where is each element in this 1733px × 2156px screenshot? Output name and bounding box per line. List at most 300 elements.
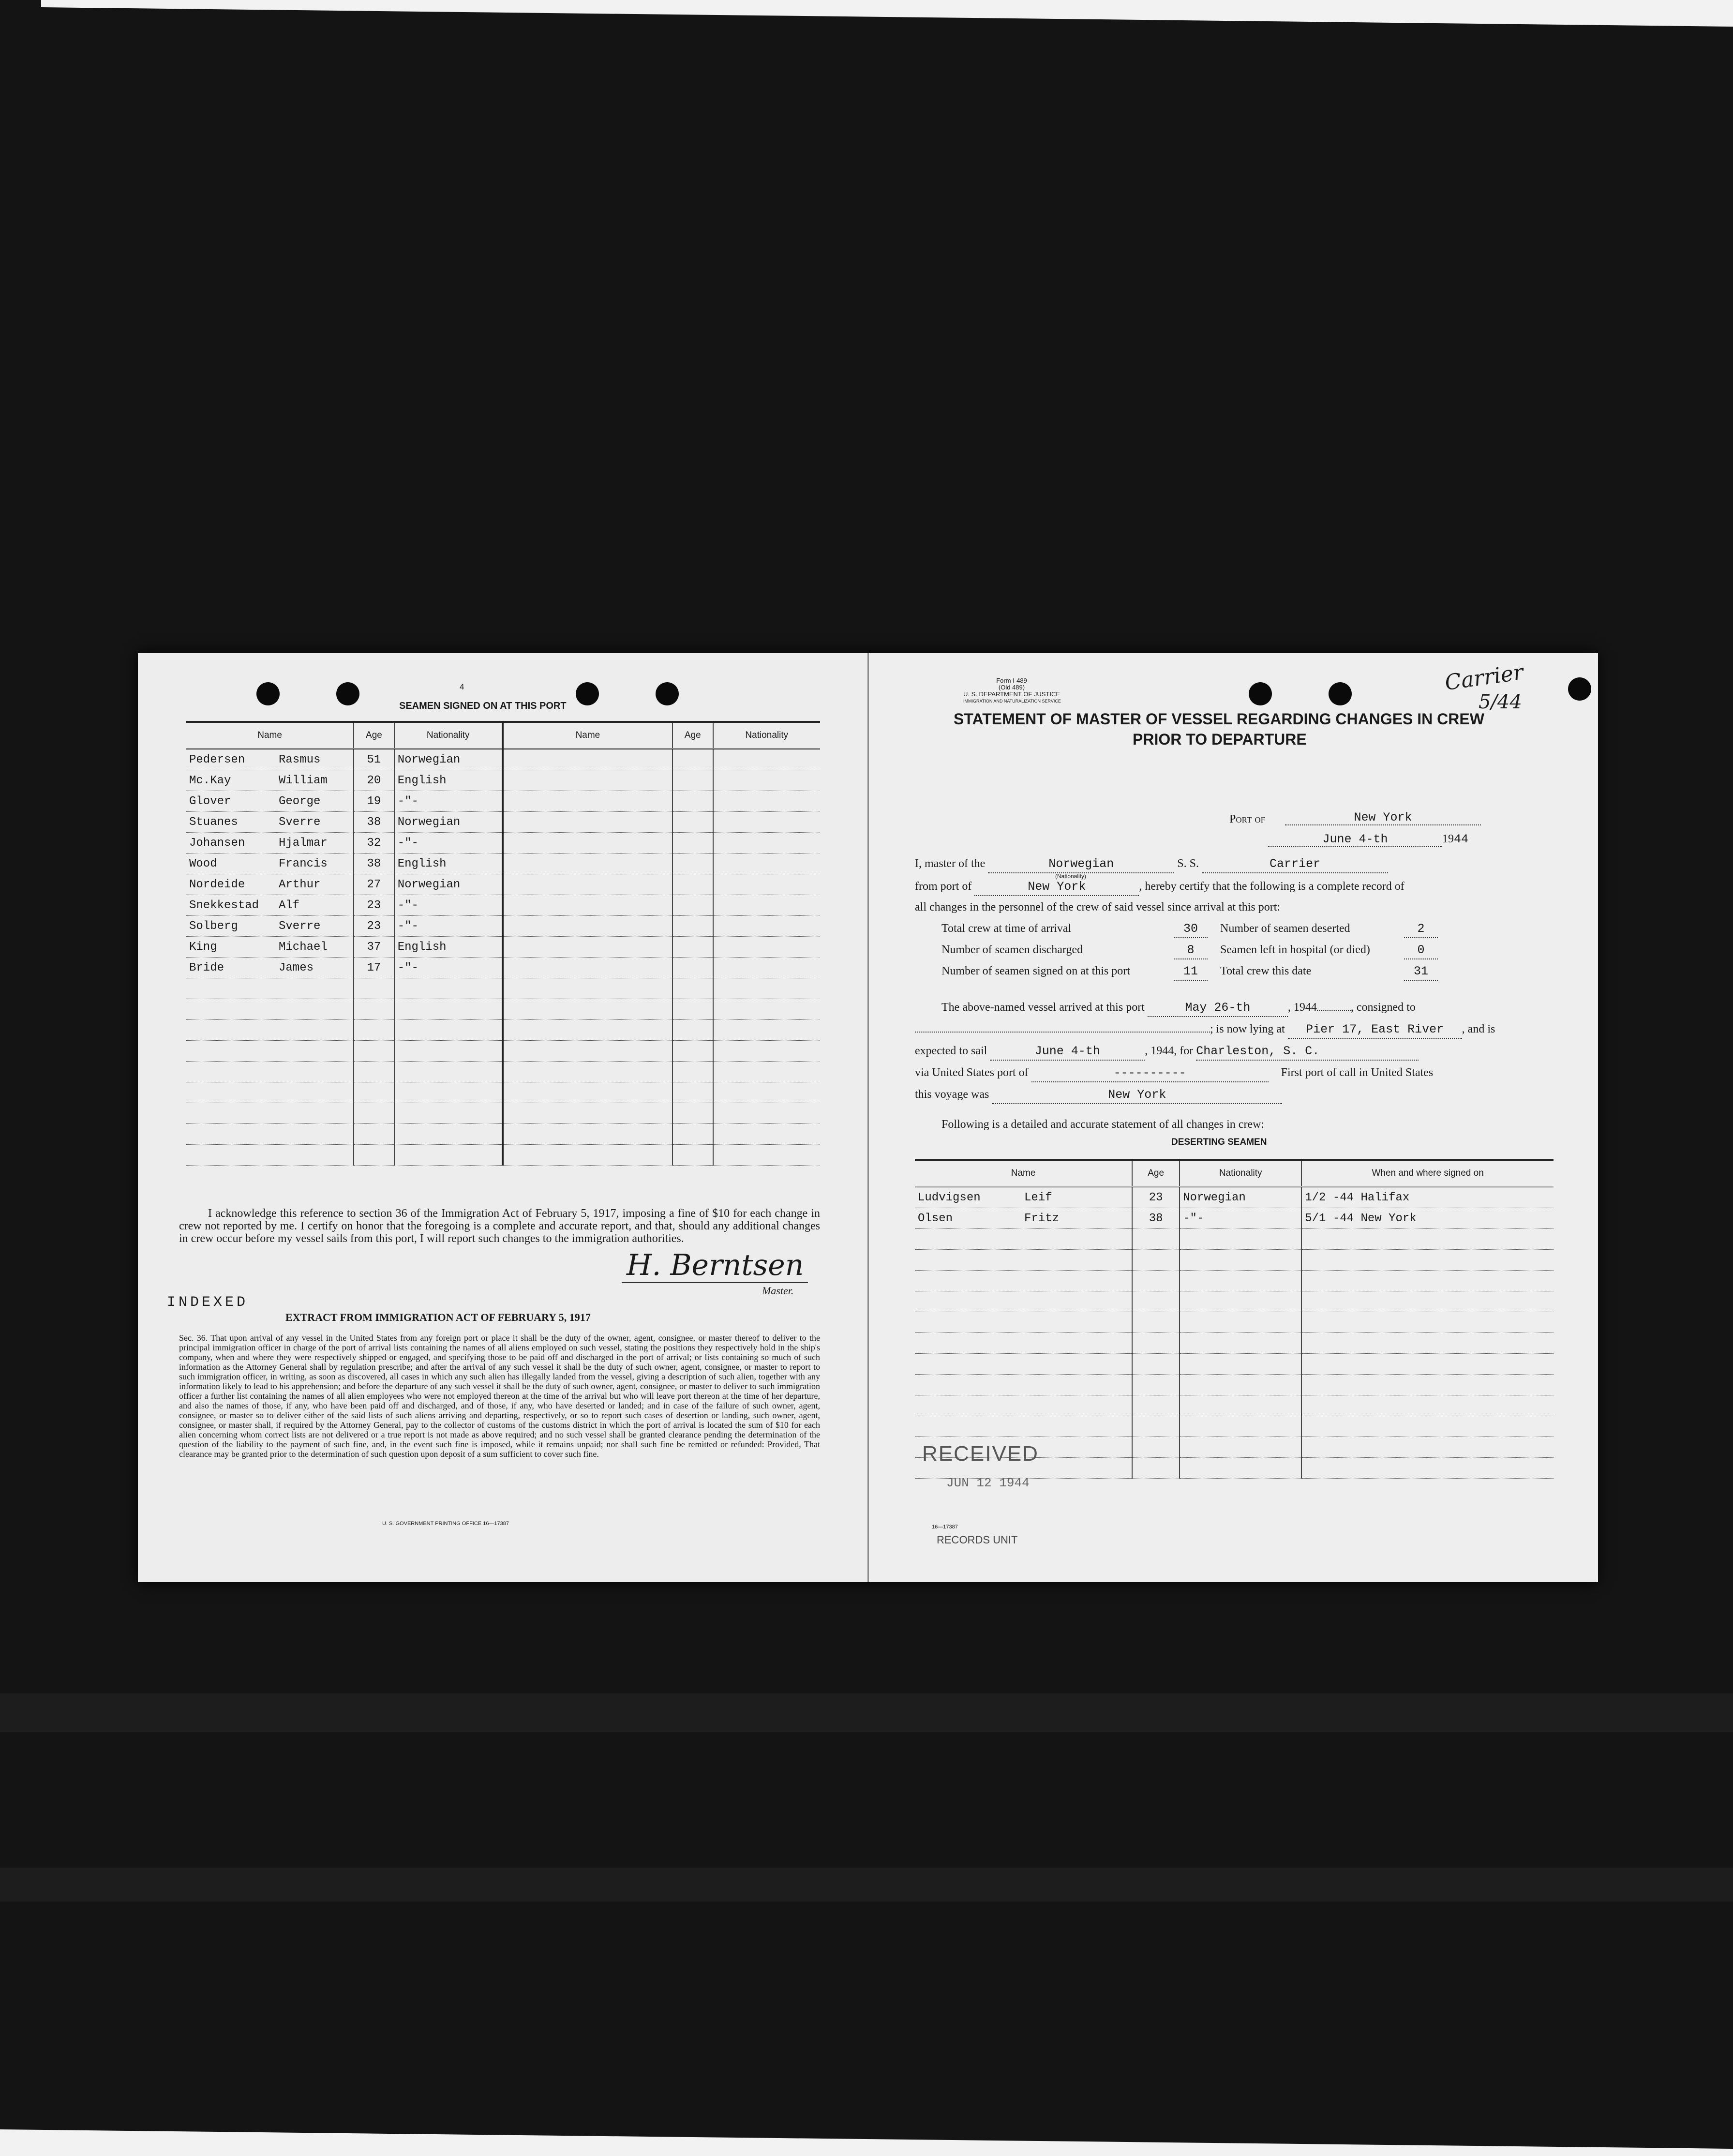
seaman-name — [186, 833, 354, 853]
col-when-where-header: When and where signed on — [1301, 1160, 1554, 1187]
port-field — [1285, 810, 1481, 825]
table-row — [186, 1041, 820, 1062]
seaman-given-name: Francis — [279, 857, 328, 870]
seaman-age — [354, 1062, 394, 1082]
table-row — [186, 791, 820, 812]
seaman-surname: Stuanes — [189, 815, 238, 829]
deserter-age — [1132, 1250, 1180, 1271]
deserter-signed-on — [1301, 1416, 1554, 1437]
film-edge-top — [41, 0, 1733, 48]
deserter-age — [1132, 1291, 1180, 1312]
table-row — [915, 1271, 1554, 1291]
seaman-nationality — [713, 1082, 820, 1103]
col-name-header: Name — [186, 722, 354, 749]
deserter-name — [915, 1229, 1132, 1250]
seaman-given-name: William — [279, 774, 328, 787]
col-nationality-header: Nationality — [1180, 1160, 1301, 1187]
certify-text: , hereby certify that the following is a complete record of — [1139, 880, 1404, 893]
deserter-nationality — [1180, 1250, 1301, 1271]
all-changes-text: all changes in the personnel of the crew of said vessel since arrival at this port: — [915, 901, 1281, 913]
discharged-label: Number of seamen discharged — [941, 943, 1083, 956]
destination-value: Charleston, S. C. — [1196, 1043, 1419, 1061]
seaman-given-name: Sverre — [279, 815, 321, 829]
lying-value: Pier 17, East River — [1288, 1021, 1462, 1039]
deserter-signed-on — [1301, 1250, 1554, 1271]
deserter-age — [1132, 1271, 1180, 1291]
table-row — [186, 1103, 820, 1124]
seaman-name — [186, 770, 354, 791]
nationality-value: Norwegian — [988, 856, 1174, 873]
seaman-name — [503, 895, 672, 916]
seaman-name — [503, 770, 672, 791]
seaman-name — [186, 978, 354, 999]
seaman-name — [186, 1103, 354, 1124]
seaman-nationality: English — [394, 937, 503, 958]
table-row — [186, 895, 820, 916]
seaman-age — [672, 1062, 713, 1082]
seaman-nationality — [394, 1145, 503, 1166]
seaman-age — [354, 1020, 394, 1041]
table-row — [915, 1333, 1554, 1354]
seaman-age — [672, 958, 713, 978]
col-name-header: Name — [503, 722, 672, 749]
seaman-name — [186, 1062, 354, 1082]
seaman-nationality: -"- — [394, 916, 503, 937]
arrived-text: The above-named vessel arrived at this port — [941, 1001, 1145, 1014]
seaman-age — [672, 895, 713, 916]
seaman-surname: Glover — [189, 794, 231, 808]
from-port-line — [915, 878, 1404, 896]
expected-line — [915, 1043, 1419, 1061]
table-row — [915, 1250, 1554, 1271]
ss-label: S. S. — [1177, 857, 1199, 870]
deserter-name — [915, 1354, 1132, 1375]
table-row — [915, 1187, 1554, 1208]
seaman-name — [186, 749, 354, 770]
seaman-age: 37 — [354, 937, 394, 958]
seaman-age: 51 — [354, 749, 394, 770]
seaman-surname: Solberg — [189, 919, 238, 933]
seaman-age: 38 — [354, 812, 394, 833]
deserter-signed-on — [1301, 1458, 1554, 1479]
punch-hole — [336, 682, 359, 705]
printing-office: U. S. GOVERNMENT PRINTING OFFICE 16—17387 — [382, 1521, 509, 1527]
deserter-signed-on — [1301, 1375, 1554, 1395]
right-page — [867, 653, 1598, 1582]
indexed-stamp: INDEXED — [167, 1294, 249, 1311]
seaman-name — [503, 791, 672, 812]
punch-hole — [1568, 677, 1591, 701]
seaman-given-name: James — [279, 961, 314, 974]
deserter-nationality — [1180, 1375, 1301, 1395]
table-row — [915, 1208, 1554, 1229]
deserter-age: 23 — [1132, 1187, 1180, 1208]
signed-on-value: 11 — [1174, 963, 1208, 981]
seaman-age — [354, 1145, 394, 1166]
seaman-age: 23 — [354, 916, 394, 937]
col-name-header: Name — [915, 1160, 1132, 1187]
seaman-name — [503, 958, 672, 978]
seamen-signed-on-heading: SEAMEN SIGNED ON AT THIS PORT — [399, 701, 567, 711]
table-row — [186, 999, 820, 1020]
seaman-nationality — [713, 916, 820, 937]
table-row — [915, 1291, 1554, 1312]
seaman-name — [503, 853, 672, 874]
total-crew-arrival-value: 30 — [1174, 921, 1208, 938]
hospital-label: Seamen left in hospital (or died) — [1220, 943, 1370, 956]
seaman-age: 17 — [354, 958, 394, 978]
deserter-nationality — [1180, 1416, 1301, 1437]
seaman-age — [672, 791, 713, 812]
seaman-nationality: English — [394, 770, 503, 791]
arrival-crew-line — [941, 920, 1438, 938]
deserter-age — [1132, 1375, 1180, 1395]
port-label: Port of — [1229, 813, 1266, 825]
signed-on-line — [941, 963, 1438, 981]
deserter-nationality — [1180, 1437, 1301, 1458]
deserter-nationality: Norwegian — [1180, 1187, 1301, 1208]
seaman-nationality — [394, 1082, 503, 1103]
seaman-nationality — [713, 1020, 820, 1041]
seaman-name — [503, 1020, 672, 1041]
master-signature: H. Berntsen — [627, 1248, 804, 1282]
deserter-age — [1132, 1333, 1180, 1354]
seaman-nationality — [394, 1103, 503, 1124]
date-year-prefix: 19 — [1442, 833, 1454, 845]
deserter-age — [1132, 1354, 1180, 1375]
deserter-signed-on — [1301, 1291, 1554, 1312]
seaman-nationality — [394, 1041, 503, 1062]
seaman-age: 19 — [354, 791, 394, 812]
seaman-nationality — [713, 874, 820, 895]
seaman-surname: Pedersen — [189, 753, 245, 766]
seaman-name — [503, 916, 672, 937]
seaman-age — [672, 978, 713, 999]
seaman-surname: Nordeide — [189, 878, 245, 891]
deserting-seamen-table — [915, 1159, 1554, 1479]
seaman-age — [354, 1103, 394, 1124]
table-row — [186, 958, 820, 978]
seaman-name — [503, 1124, 672, 1145]
seaman-nationality — [713, 812, 820, 833]
lying-line — [915, 1021, 1495, 1039]
discharged-line — [941, 942, 1438, 959]
master-of-label: I, master of the — [915, 857, 986, 870]
table-row — [915, 1416, 1554, 1437]
hospital-value: 0 — [1404, 942, 1438, 959]
table-row — [186, 1082, 820, 1103]
deserter-signed-on — [1301, 1354, 1554, 1375]
form-header — [963, 677, 1060, 704]
following-text: Following is a detailed and accurate statement of all changes in crew: — [941, 1118, 1265, 1131]
seaman-name — [186, 895, 354, 916]
lying-text: ; is now lying at — [1210, 1023, 1285, 1035]
seaman-age — [354, 1124, 394, 1145]
seaman-nationality — [394, 1020, 503, 1041]
seaman-nationality — [713, 791, 820, 812]
seaman-name — [186, 1020, 354, 1041]
deserter-nationality: -"- — [1180, 1208, 1301, 1229]
extract-title: EXTRACT FROM IMMIGRATION ACT OF FEBRUARY 5, 1917 — [285, 1311, 591, 1323]
seaman-age — [354, 1082, 394, 1103]
seaman-nationality — [394, 1124, 503, 1145]
punch-hole — [576, 682, 599, 705]
seaman-nationality: Norwegian — [394, 812, 503, 833]
seaman-name — [186, 937, 354, 958]
handwritten-date: 5/44 — [1479, 691, 1522, 713]
seaman-age — [672, 853, 713, 874]
seaman-age: 20 — [354, 770, 394, 791]
voyage-text: this voyage was — [915, 1088, 989, 1101]
seaman-surname: Bride — [189, 961, 224, 974]
service-name: IMMIGRATION AND NATURALIZATION SERVICE — [963, 699, 1061, 704]
film-edge-bottom — [0, 2108, 1733, 2156]
first-port-text: First port of call in United States — [1281, 1066, 1434, 1079]
seaman-nationality — [713, 895, 820, 916]
deserter-name — [915, 1187, 1132, 1208]
table-row — [186, 978, 820, 999]
arrived-date: May 26-th — [1148, 1000, 1288, 1017]
seaman-surname: Wood — [189, 857, 217, 870]
nationality-caption: (Nationality) — [1055, 873, 1087, 880]
received-stamp: RECEIVED — [922, 1442, 1039, 1466]
deserting-seamen-heading: DESERTING SEAMEN — [1171, 1137, 1267, 1147]
punch-hole — [656, 682, 679, 705]
seaman-name — [186, 791, 354, 812]
seaman-name — [186, 812, 354, 833]
deserter-signed-on — [1301, 1437, 1554, 1458]
seaman-nationality — [713, 1041, 820, 1062]
seaman-given-name: George — [279, 794, 321, 808]
seaman-age — [354, 978, 394, 999]
seaman-age — [672, 770, 713, 791]
date-year: 44 — [1454, 832, 1469, 846]
seaman-given-name: Hjalmar — [279, 836, 328, 850]
col-nationality-header: Nationality — [713, 722, 820, 749]
col-nationality-header: Nationality — [394, 722, 503, 749]
extract-text: Sec. 36. That upon arrival of any vessel in the United States from any foreign port or place it shall be the duty of the owner, agent, consignee, or master thereof to deliver to the principal immigration officer in charge of the port of arrival lists containing the names of all aliens employed on such vessel, stating the positions they respectively hold in the ship's company, when and where they were respectively shipped or engaged, and specifying those to be paid off and discharged in the port of arrival; or lists containing so much of such information as the Attorney General shall by regulation prescribe; and after the arrival of any such vessel it shall be the duty of such owner, agent, consignee, or master to report to such immigration officer, in writing, as soon as discovered, all cases in which any such alien has illegally landed from the vessel, giving a description of such alien, together with any information likely to lead to his apprehension; and before the departure of any such vessel it shall be the duty of such owner, agent, consignee, or master to deliver to such immigration officer a further list containing the names of all alien employees who were not employed thereon at the time of the arrival but who will leave port thereon at the time of her departure, and also the names of those, if any, who have been paid off and discharged, and of those, if any, who have deserted or landed; and in case of the failure of such owner, agent, consignee, or master so to deliver either of the said lists of such aliens arriving and departing, respectively, or so to report such cases of desertion or landing, such owner, agent, consignee, or master shall, if required by the Attorney General, pay to the collector of customs of the customs district in which the port of arrival is located the sum of $10 for each alien concerning whom correct lists are not delivered or a true report is not made as above required; and no such vessel shall be granted clearance pending the determination of the question of the liability to the payment of such fine, and, in the event such fine is imposed, while it remains unpaid; nor shall such fine be remitted or refunded: Provided, That clearance may be granted prior to the determination of such question upon deposit of a sum sufficient to cover such fine. — [179, 1333, 820, 1459]
seaman-nationality: -"- — [394, 958, 503, 978]
deserter-nationality — [1180, 1291, 1301, 1312]
deserter-name — [915, 1291, 1132, 1312]
deserter-age — [1132, 1416, 1180, 1437]
via-line — [915, 1064, 1433, 1082]
table-row — [186, 1145, 820, 1166]
acknowledgement-text: I acknowledge this reference to section 36 of the Immigration Act of February 5, 1917, imposing a fine of $10 for each change in crew not reported by me. I certify on honor that the foregoing is a complete and accurate report, and that, should any additional changes in crew occur before my vessel sails from this port, I will report such changes to the immigration authorities. — [179, 1207, 820, 1245]
seaman-name — [503, 978, 672, 999]
deserter-name — [915, 1208, 1132, 1229]
form-title: STATEMENT OF MASTER OF VESSEL REGARDING CHANGES IN CREW — [954, 710, 1484, 728]
consigned-text: , consigned to — [1350, 1001, 1416, 1014]
seaman-name — [503, 1041, 672, 1062]
table-row — [186, 853, 820, 874]
deserter-age — [1132, 1312, 1180, 1333]
table-row — [915, 1312, 1554, 1333]
table-row — [915, 1354, 1554, 1375]
seaman-name — [503, 749, 672, 770]
date-field — [1268, 832, 1468, 847]
total-crew-arrival-label: Total crew at time of arrival — [941, 922, 1072, 935]
page-number: 4 — [460, 682, 464, 691]
deserter-nationality — [1180, 1312, 1301, 1333]
deserter-nationality — [1180, 1333, 1301, 1354]
deserter-signed-on: 1/2 -44 Halifax — [1301, 1187, 1554, 1208]
deserter-signed-on — [1301, 1395, 1554, 1416]
deserter-name — [915, 1416, 1132, 1437]
handwritten-ship-name: Carrier — [1443, 659, 1525, 696]
form-subtitle: PRIOR TO DEPARTURE — [1133, 731, 1307, 748]
seaman-nationality — [713, 770, 820, 791]
seaman-name — [503, 937, 672, 958]
department-name: U. S. DEPARTMENT OF JUSTICE — [963, 690, 1061, 698]
form-code: 16—17387 — [932, 1524, 958, 1530]
deserter-name — [915, 1271, 1132, 1291]
signed-on-label: Number of seamen signed on at this port — [941, 965, 1130, 977]
deserter-given-name: Leif — [1024, 1191, 1052, 1204]
consignee-blank — [915, 1032, 1210, 1033]
punch-hole — [1329, 682, 1352, 705]
records-unit-stamp: RECORDS UNIT — [937, 1534, 1018, 1546]
seaman-name — [186, 916, 354, 937]
deserter-name — [915, 1395, 1132, 1416]
seaman-given-name: Sverre — [279, 919, 321, 933]
seaman-surname: Mc.Kay — [189, 774, 231, 787]
seaman-age: 38 — [354, 853, 394, 874]
seaman-nationality — [713, 1124, 820, 1145]
seaman-name — [503, 1145, 672, 1166]
seaman-age: 27 — [354, 874, 394, 895]
table-row — [186, 1062, 820, 1082]
deserter-signed-on — [1301, 1271, 1554, 1291]
deserter-age: 38 — [1132, 1208, 1180, 1229]
left-page — [138, 653, 867, 1582]
seaman-name — [503, 1082, 672, 1103]
col-age-header: Age — [672, 722, 713, 749]
table-row — [915, 1395, 1554, 1416]
punch-hole — [256, 682, 280, 705]
seaman-age: 32 — [354, 833, 394, 853]
deserter-nationality — [1180, 1229, 1301, 1250]
seaman-name — [503, 833, 672, 853]
seaman-given-name: Arthur — [279, 878, 321, 891]
deserter-age — [1132, 1395, 1180, 1416]
table-row — [186, 770, 820, 791]
seaman-nationality: Norwegian — [394, 749, 503, 770]
seaman-nationality — [394, 978, 503, 999]
seaman-nationality — [713, 749, 820, 770]
voyage-line — [915, 1086, 1282, 1104]
deserter-signed-on — [1301, 1333, 1554, 1354]
seaman-age — [354, 1041, 394, 1062]
seaman-nationality — [713, 978, 820, 999]
seaman-name — [503, 874, 672, 895]
seaman-age: 23 — [354, 895, 394, 916]
crew-change-document — [138, 653, 1597, 1582]
from-port-value: New York — [974, 879, 1139, 896]
seaman-nationality: Norwegian — [394, 874, 503, 895]
seaman-name — [186, 1041, 354, 1062]
table-row — [186, 812, 820, 833]
table-row — [186, 916, 820, 937]
seaman-nationality — [713, 853, 820, 874]
deserter-age — [1132, 1458, 1180, 1479]
seaman-name — [186, 853, 354, 874]
date-value: June 4-th — [1268, 832, 1442, 847]
seaman-name — [503, 1062, 672, 1082]
deserter-name — [915, 1333, 1132, 1354]
seaman-age — [672, 812, 713, 833]
seaman-given-name: Alf — [279, 898, 300, 912]
seaman-nationality: English — [394, 853, 503, 874]
seaman-nationality — [713, 999, 820, 1020]
seaman-name — [186, 958, 354, 978]
seaman-nationality — [713, 1145, 820, 1166]
arrived-line — [941, 999, 1416, 1017]
deserted-value: 2 — [1404, 921, 1438, 938]
form-old-number: (Old 489) — [998, 684, 1025, 691]
seaman-name — [503, 999, 672, 1020]
table-row — [915, 1375, 1554, 1395]
and-is-text: , and is — [1462, 1023, 1495, 1035]
via-value: ---------- — [1031, 1065, 1269, 1082]
col-age-header: Age — [1132, 1160, 1180, 1187]
seaman-given-name: Michael — [279, 940, 328, 954]
deserter-name — [915, 1375, 1132, 1395]
punch-hole — [1249, 682, 1272, 705]
seaman-nationality — [713, 833, 820, 853]
seaman-nationality — [713, 958, 820, 978]
table-row — [186, 833, 820, 853]
seaman-nationality — [713, 937, 820, 958]
deserter-name — [915, 1312, 1132, 1333]
seaman-age — [354, 999, 394, 1020]
sail-date: June 4-th — [990, 1043, 1145, 1061]
deserter-signed-on — [1301, 1312, 1554, 1333]
table-row — [915, 1229, 1554, 1250]
seaman-nationality: -"- — [394, 833, 503, 853]
seaman-nationality: -"- — [394, 791, 503, 812]
master-label: Master. — [762, 1285, 794, 1297]
seaman-age — [672, 1145, 713, 1166]
expected-text: expected to sail — [915, 1045, 987, 1057]
deserter-given-name: Fritz — [1024, 1212, 1060, 1225]
master-line — [915, 855, 1388, 873]
seaman-nationality — [394, 999, 503, 1020]
deserter-surname: Olsen — [918, 1212, 953, 1225]
deserter-age — [1132, 1229, 1180, 1250]
scan-band — [0, 1868, 1733, 1901]
seaman-surname: Johansen — [189, 836, 245, 850]
deserter-age — [1132, 1437, 1180, 1458]
seaman-name — [503, 1103, 672, 1124]
deserter-nationality — [1180, 1354, 1301, 1375]
received-date-stamp: JUN 12 1944 — [946, 1476, 1030, 1490]
seaman-age — [672, 833, 713, 853]
voyage-value: New York — [992, 1087, 1282, 1104]
sail-year: , 1944 — [1145, 1045, 1174, 1057]
seaman-age — [672, 1103, 713, 1124]
seaman-name — [503, 812, 672, 833]
seaman-given-name: Rasmus — [279, 753, 321, 766]
seaman-name — [186, 999, 354, 1020]
for-text: , for — [1174, 1045, 1194, 1057]
deserted-label: Number of seamen deserted — [1220, 922, 1350, 935]
seaman-age — [672, 749, 713, 770]
deserter-signed-on: 5/1 -44 New York — [1301, 1208, 1554, 1229]
ship-name-value: Carrier — [1202, 856, 1388, 873]
table-row — [186, 874, 820, 895]
seaman-age — [672, 916, 713, 937]
